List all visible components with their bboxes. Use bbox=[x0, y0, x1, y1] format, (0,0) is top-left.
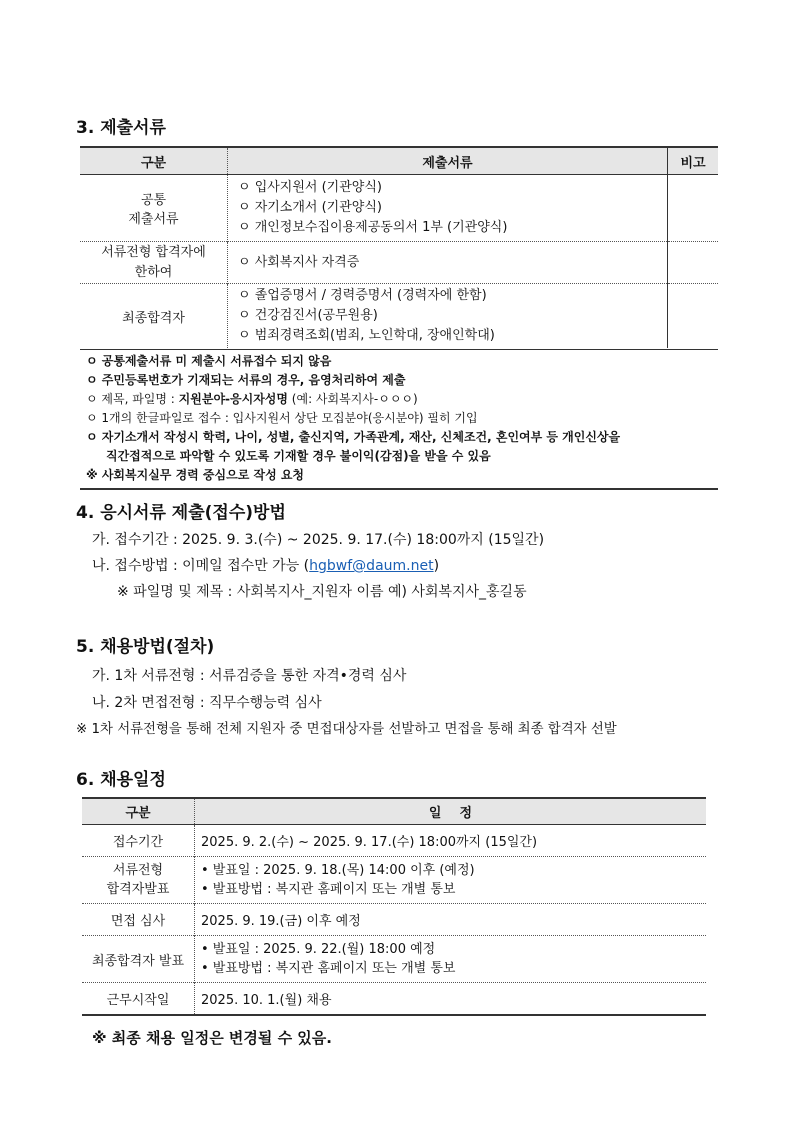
header-schedule: 일 정 bbox=[195, 798, 707, 825]
row-remarks bbox=[668, 175, 719, 242]
row-remarks bbox=[668, 242, 719, 284]
list-item: ㅇ 범죄경력조회(범죄, 노인학대, 장애인학대) bbox=[238, 328, 495, 343]
row-label: 최종합격자 발표 bbox=[82, 936, 195, 983]
table-header-row bbox=[82, 798, 706, 825]
row-schedule: 2025. 9. 2.(수) ~ 2025. 9. 17.(수) 18:00까지 (15일간) bbox=[195, 825, 707, 857]
note: ㅇ 자기소개서 작성시 학력, 나이, 성별, 출신지역, 가족관계, 재산, 신체조건, 혼인여부 등 개인신상을 bbox=[86, 430, 621, 444]
list-item: ㅇ 졸업증명서 / 경력증명서 (경력자에 한함) bbox=[238, 288, 487, 303]
row-items bbox=[228, 242, 668, 284]
list-item: ㅇ 사회복지사 자격증 bbox=[238, 254, 360, 270]
row-items bbox=[228, 175, 668, 242]
section-5-heading: 5. 채용방법(절차) bbox=[76, 637, 215, 657]
table-row bbox=[82, 904, 706, 936]
row-schedule: • 발표일 : 2025. 9. 22.(월) 18:00 예정 • 발표방법 : 복지관 홈페이지 또는 개별 통보 bbox=[195, 936, 707, 983]
header-category: 구분 bbox=[82, 798, 195, 825]
first-screening: 가. 1차 서류전형 : 서류검증을 통한 자격•경력 심사 bbox=[92, 668, 407, 684]
row-label: 면접 심사 bbox=[82, 904, 195, 936]
file-name-note: ※ 파일명 및 제목 : 사회복지사_지원자 이름 예) 사회복지사_홍길동 bbox=[117, 584, 527, 600]
schedule-footnote: ※ 최종 채용 일정은 변경될 수 있음. bbox=[92, 1029, 332, 1047]
schedule-table bbox=[82, 797, 706, 1016]
list-item: ㅇ 자기소개서 (기관양식) bbox=[238, 200, 382, 215]
note: ㅇ 공통제출서류 미 제출시 서류접수 되지 않음 bbox=[86, 354, 332, 368]
section-3-heading: 3. 제출서류 bbox=[76, 118, 166, 138]
table-row bbox=[82, 936, 706, 983]
application-method: 나. 접수방법 : 이메일 접수만 가능 (hgbwf@daum.net) bbox=[92, 558, 440, 574]
note: ㅇ 주민등록번호가 기재되는 서류의 경우, 음영처리하여 제출 bbox=[86, 373, 406, 387]
row-label: 서류전형 합격자에 한하여 bbox=[80, 242, 228, 284]
section-6-heading: 6. 채용일정 bbox=[76, 770, 166, 790]
table-row bbox=[80, 242, 718, 284]
table-row bbox=[80, 175, 718, 242]
documents-table bbox=[80, 146, 718, 348]
email-link[interactable]: hgbwf@daum.net bbox=[309, 558, 434, 574]
row-remarks bbox=[668, 284, 719, 349]
section-4-heading: 4. 응시서류 제출(접수)방법 bbox=[76, 503, 286, 523]
list-item: ㅇ 개인정보수집이용제공동의서 1부 (기관양식) bbox=[238, 220, 508, 235]
header-remarks: 비고 bbox=[668, 147, 719, 175]
row-label: 최종합격자 bbox=[80, 284, 228, 349]
header-category: 구분 bbox=[80, 147, 228, 175]
row-schedule: 2025. 10. 1.(월) 채용 bbox=[195, 983, 707, 1016]
selection-note: ※ 1차 서류전형을 통해 전체 지원자 중 면접대상자를 선발하고 면접을 통해 최종 합격자 선발 bbox=[76, 722, 617, 737]
row-schedule: • 발표일 : 2025. 9. 18.(목) 14:00 이후 (예정) • 발표방법 : 복지관 홈페이지 또는 개별 통보 bbox=[195, 857, 707, 904]
list-item: ㅇ 건강검진서(공무원용) bbox=[238, 308, 378, 323]
application-period: 가. 접수기간 : 2025. 9. 3.(수) ~ 2025. 9. 17.(수) 18:00까지 (15일간) bbox=[92, 532, 545, 548]
row-label: 접수기간 bbox=[82, 825, 195, 857]
submission-notes bbox=[80, 349, 718, 490]
table-row bbox=[80, 284, 718, 349]
header-documents: 제출서류 bbox=[228, 147, 668, 175]
table-row bbox=[82, 825, 706, 857]
row-label: 근무시작일 bbox=[82, 983, 195, 1016]
row-label: 공통 제출서류 bbox=[80, 175, 228, 242]
table-row bbox=[82, 857, 706, 904]
row-schedule: 2025. 9. 19.(금) 이후 예정 bbox=[195, 904, 707, 936]
list-item: ㅇ 입사지원서 (기관양식) bbox=[238, 180, 382, 195]
note: ※ 사회복지실무 경력 중심으로 작성 요청 bbox=[86, 468, 305, 482]
table-row bbox=[82, 983, 706, 1016]
row-items bbox=[228, 284, 668, 349]
table-header-row bbox=[80, 147, 718, 175]
note: 직간접적으로 파악할 수 있도록 기재할 경우 불이익(감점)을 받을 수 있음 bbox=[106, 449, 491, 463]
row-label: 서류전형 합격자발표 bbox=[82, 857, 195, 904]
second-interview: 나. 2차 면접전형 : 직무수행능력 심사 bbox=[92, 695, 322, 711]
note: ㅇ 1개의 한글파일로 접수 : 입사지원서 상단 모집분야(응시분야) 필히 기입 bbox=[86, 411, 478, 425]
note: ㅇ 제목, 파일명 : 지원분야-응시자성명 (예: 사회복지사-ㅇㅇㅇ) bbox=[86, 392, 418, 406]
